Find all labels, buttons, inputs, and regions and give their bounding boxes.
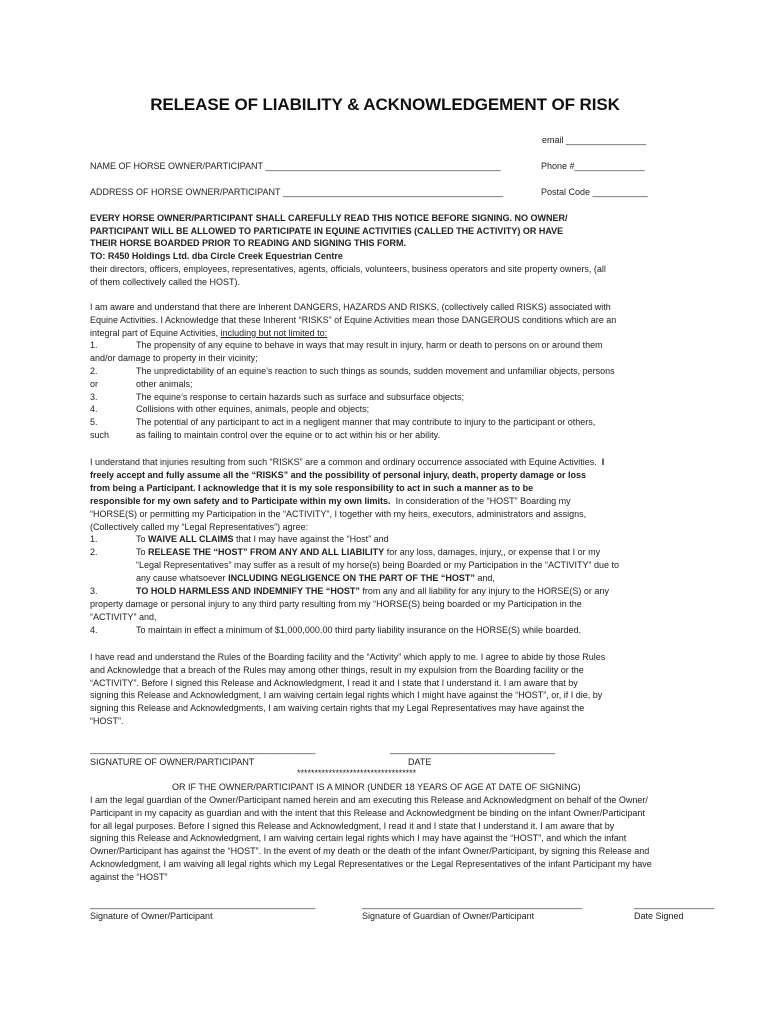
risk-item: 5. The potential of any participant to act in a negligent manner that may contribute to injury to the participant or others, [90, 417, 596, 428]
agreement-item-cont: any cause whatsoever INCLUDING NEGLIGENCE ON THE PART OF THE “HOST” and, [136, 573, 495, 584]
owner-signature-label: SIGNATURE OF OWNER/PARTICIPANT [90, 757, 255, 767]
risks-line: Equine Activities. I Acknowledge that these Inherent “RISKS” of Equine Activities mean those DANGEROUS conditions which are an [90, 314, 617, 325]
date-line[interactable]: _________________________________ [390, 744, 556, 754]
notice-section [90, 212, 682, 288]
risk-item: 3. The equine’s response to certain hazards such as surface and subsurface objects; [90, 391, 465, 402]
agreement-section [90, 456, 682, 637]
email-field[interactable]: email ________________ [542, 135, 647, 145]
rules-line: “ACTIVITY”. Before I signed this Release and Acknowledgment, I read it and I state that I understand it. I am aware that by [90, 677, 578, 688]
minor-line: signing this Release and Acknowledgment, I am waiving certain legal rights which I may have against the “HOST”, and which the infant [90, 833, 627, 844]
agreement-line: responsible for my own safety and to Participate within my own limits. In consideration of the “HOST” Boarding my [90, 495, 571, 506]
agreement-line: from being a Participant. I acknowledge that it is my sole responsibility to act in such a manner as to be [90, 482, 534, 493]
minor-line: against the “HOST” [90, 871, 168, 882]
guardian-signature-line[interactable]: ____________________________________________ [362, 899, 583, 909]
agreement-item: 3. TO HOLD HARMLESS AND INDEMNIFY THE “HOST” from any and all liability for any injury to the HORSE(S) or any [90, 586, 609, 597]
minor-line: I am the legal guardian of the Owner/Participant named herein and am executing this Release and Acknowledgment on behalf of the Owner/ [90, 795, 648, 805]
rules-line: signing this Release and Acknowledgment, I am waiving certain legal rights which I might have against the “HOST”, or, if I die, by [90, 690, 603, 701]
risk-item: 1. The propensity of any equine to behave in ways that may result in injury, harm or death to persons on or around them [90, 340, 603, 351]
minor-line: Participant in my capacity as guardian and with the intent that this Release and Acknowledgment be binding on the infant Owner/Participant [90, 807, 645, 818]
agreement-item: 4. To maintain in effect a minimum of $1,000,000.00 third party liability insurance on the HORSE(S) while boarded. [90, 624, 582, 635]
owner-signature-line-2[interactable]: _____________________________________________ [90, 899, 316, 909]
agreement-item-cont: “ACTIVITY” and, [90, 611, 157, 622]
rules-line: and Acknowledge that a breach of the Rules may among other things, result in my expulsion from the Boarding facility or the [90, 664, 584, 675]
agreement-item-cont: property damage or personal injury to any third party resulting from my “HORSE(S) being boarded or my Participation in the [90, 598, 582, 609]
agreement-line: (Collectively called my “Legal Representatives”) agree: [90, 521, 309, 532]
agreement-line: I understand that injuries resulting from such “RISKS” are a common and ordinary occurrence associated with Equine Activities. I [90, 457, 605, 467]
minor-heading: OR IF THE OWNER/PARTICIPANT IS A MINOR (UNDER 18 YEARS OF AGE AT DATE OF SIGNING) [172, 782, 581, 792]
agreement-item-cont: “Legal Representatives” may suffer as a result of my horse(s) being Boarded or my Participation in the “ACTIVITY” due to [136, 560, 620, 571]
rules-line: “HOST”. [90, 715, 124, 726]
agreement-item: 1. To WAIVE ALL CLAIMS that I may have against the “Host” and [90, 534, 389, 545]
agreement-line: “HORSE(S) or permitting my Participation in the “ACTIVITY”, I together with my heirs, executors, administrators and assigns, [90, 508, 587, 519]
date-signed-label: Date Signed [634, 911, 684, 921]
owner-name-field[interactable]: NAME OF HORSE OWNER/PARTICIPANT _______________________________________________ [90, 161, 501, 171]
risks-section [90, 301, 682, 442]
notice-line: PARTICIPANT WILL BE ALLOWED TO PARTICIPATE IN EQUINE ACTIVITIES (CALLED THE ACTIVITY) OR HAVE [90, 225, 564, 236]
page-title: RELEASE OF LIABILITY & ACKNOWLEDGEMENT OF RISK [150, 95, 620, 114]
agreement-item: 2. To RELEASE THE “HOST” FROM ANY AND ALL LIABILITY for any loss, damages, injury,, or expense that I or my [90, 547, 601, 558]
guardian-signature-label: Signature of Guardian of Owner/Participant [362, 911, 535, 921]
notice-line: their directors, officers, employees, representatives, agents, officials, volunteers, business operators and site property owners, (all [90, 263, 606, 274]
separator-stars: ********************************** [297, 768, 417, 778]
risk-item: 4. Collisions with other equines, animals, people and objects; [90, 404, 370, 415]
rules-line: I have read and understand the Rules of the Boarding facility and the “Activity” which apply to me. I agree to abide by those Rules [90, 652, 606, 662]
notice-line: of them collectively called the HOST). [90, 276, 241, 287]
notice-line: EVERY HORSE OWNER/PARTICIPANT SHALL CAREFULLY READ THIS NOTICE BEFORE SIGNING. NO OWNER/ [90, 213, 568, 223]
rules-line: signing this Release and Acknowledgments, I am waiving certain rights that my Legal Representatives may have against the [90, 703, 585, 714]
minor-line: for all legal purposes. Before I signed this Release and Acknowledgment, I read it and I state that I understand it. I am aware that by [90, 820, 615, 831]
owner-signature-label-2: Signature of Owner/Participant [90, 911, 213, 921]
minor-line: Owner/Participant has against the “HOST”. In the event of my death or the death of the infant Owner/Participant, by signing this Release and [90, 846, 650, 857]
risk-item-cont: and/or damage to property in their vicinity; [90, 353, 258, 364]
risk-item: 2. The unpredictability of an equine’s reaction to such things as sounds, sudden movement and unfamiliar objects, persons [90, 365, 615, 376]
phone-field[interactable]: Phone #______________ [541, 161, 645, 171]
notice-line: THEIR HORSE BOARDED PRIOR TO READING AND SIGNING THIS FORM. [90, 238, 407, 249]
risks-line: integral part of Equine Activities, including but not limited to: [90, 327, 328, 338]
minor-section [90, 794, 690, 884]
date-signed-line[interactable]: ________________ [634, 899, 715, 909]
postal-code-field[interactable]: Postal Code ___________ [541, 187, 648, 197]
rules-section [90, 651, 682, 728]
agreement-line: freely accept and fully assume all the “RISKS” and the possibility of personal injury, death, property damage or loss [90, 469, 586, 480]
owner-signature-line[interactable]: _____________________________________________ [90, 744, 316, 754]
risks-line: I am aware and understand that there are Inherent DANGERS, HAZARDS AND RISKS, (collectively called RISKS) associated with [90, 302, 611, 312]
risk-item-cont: such as failing to maintain control over the equine or to act within his or her ability. [90, 429, 440, 440]
host-name: TO: R450 Holdings Ltd. dba Circle Creek Equestrian Centre [90, 251, 343, 262]
date-label: DATE [408, 757, 432, 767]
minor-line: Acknowledgment, I am waiving all legal rights which my Legal Representatives or the Legal Representatives of the infant Participant my have [90, 858, 652, 869]
risk-item-cont: or other animals; [90, 378, 193, 389]
risks-underlined: including but not limited to: [220, 327, 328, 338]
owner-address-field[interactable]: ADDRESS OF HORSE OWNER/PARTICIPANT ____________________________________________ [90, 187, 504, 197]
